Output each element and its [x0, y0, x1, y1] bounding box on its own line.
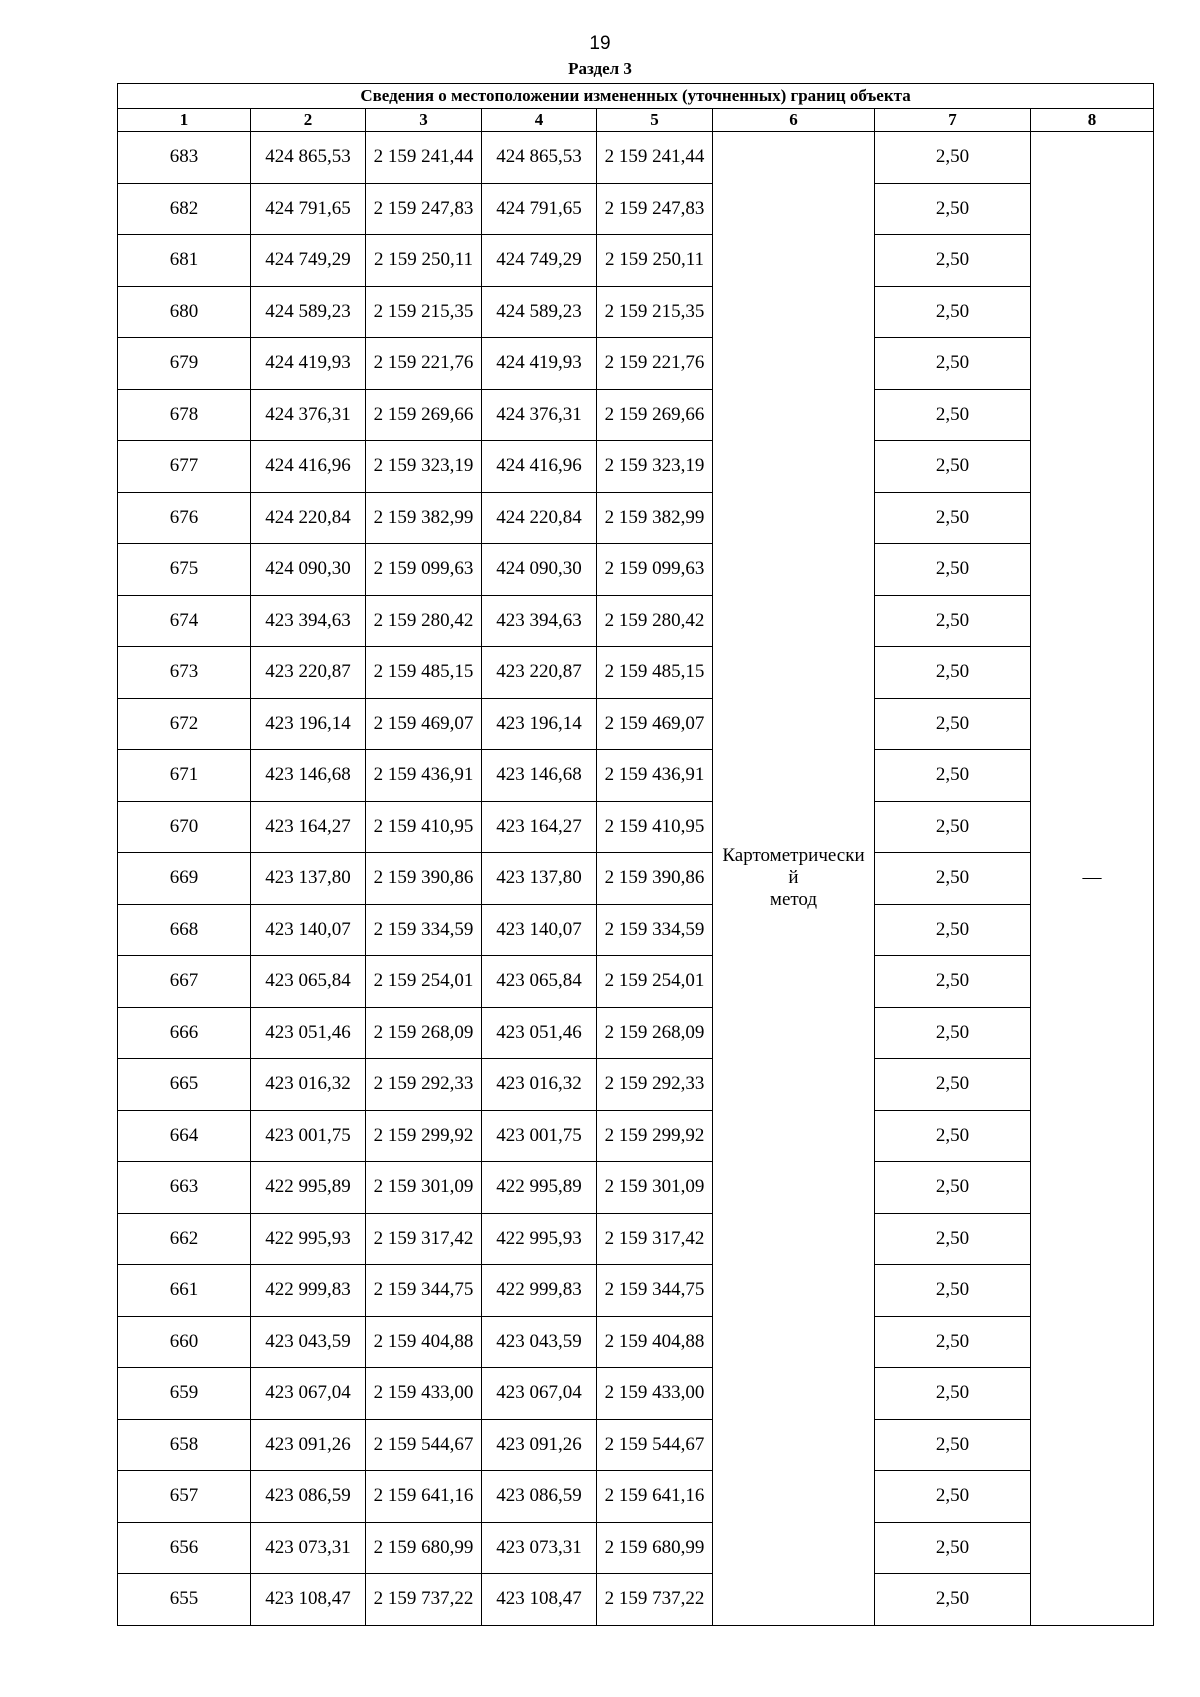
cell-y1: 2 159 641,16 [366, 1471, 482, 1523]
cell-x1: 422 995,89 [251, 1162, 366, 1214]
cell-m: 2,50 [875, 595, 1031, 647]
cell-y2: 2 159 344,75 [597, 1265, 713, 1317]
cell-x1: 423 140,07 [251, 904, 366, 956]
cell-x1: 423 001,75 [251, 1110, 366, 1162]
cell-m: 2,50 [875, 1471, 1031, 1523]
cell-y2: 2 159 269,66 [597, 389, 713, 441]
cell-m: 2,50 [875, 647, 1031, 699]
cell-y2: 2 159 254,01 [597, 956, 713, 1008]
cell-x2: 423 140,07 [482, 904, 597, 956]
table-row [118, 595, 1154, 647]
cell-n: 671 [118, 750, 251, 802]
cell-n: 667 [118, 956, 251, 1008]
page-number: 19 [589, 33, 611, 54]
cell-y1: 2 159 382,99 [366, 492, 482, 544]
cell-x1: 423 043,59 [251, 1316, 366, 1368]
cell-y1: 2 159 215,35 [366, 286, 482, 338]
col8-cell: — [1031, 132, 1154, 1626]
cell-m: 2,50 [875, 441, 1031, 493]
cell-y2: 2 159 301,09 [597, 1162, 713, 1214]
table-row [118, 1059, 1154, 1111]
cell-y1: 2 159 436,91 [366, 750, 482, 802]
cell-y2: 2 159 641,16 [597, 1471, 713, 1523]
table-row [118, 441, 1154, 493]
cell-y2: 2 159 680,99 [597, 1522, 713, 1574]
cell-x2: 423 001,75 [482, 1110, 597, 1162]
cell-m: 2,50 [875, 235, 1031, 287]
cell-n: 663 [118, 1162, 251, 1214]
cell-x1: 423 086,59 [251, 1471, 366, 1523]
cell-n: 682 [118, 183, 251, 235]
cell-n: 659 [118, 1368, 251, 1420]
cell-m: 2,50 [875, 183, 1031, 235]
cell-m: 2,50 [875, 698, 1031, 750]
cell-x2: 424 416,96 [482, 441, 597, 493]
table-row [118, 1471, 1154, 1523]
cell-m: 2,50 [875, 1110, 1031, 1162]
cell-x2: 423 065,84 [482, 956, 597, 1008]
cell-m: 2,50 [875, 904, 1031, 956]
cell-m: 2,50 [875, 1574, 1031, 1626]
cell-x1: 423 091,26 [251, 1419, 366, 1471]
cell-x2: 423 164,27 [482, 801, 597, 853]
cell-y1: 2 159 299,92 [366, 1110, 482, 1162]
cell-y1: 2 159 680,99 [366, 1522, 482, 1574]
cell-x2: 422 995,89 [482, 1162, 597, 1214]
column-number: 8 [1031, 109, 1154, 132]
cell-y1: 2 159 737,22 [366, 1574, 482, 1626]
cell-m: 2,50 [875, 1316, 1031, 1368]
cell-x1: 424 791,65 [251, 183, 366, 235]
cell-y2: 2 159 485,15 [597, 647, 713, 699]
cell-y1: 2 159 344,75 [366, 1265, 482, 1317]
cell-y1: 2 159 301,09 [366, 1162, 482, 1214]
cell-n: 675 [118, 544, 251, 596]
cell-m: 2,50 [875, 338, 1031, 390]
cell-y2: 2 159 334,59 [597, 904, 713, 956]
cell-x1: 424 220,84 [251, 492, 366, 544]
cell-x1: 423 196,14 [251, 698, 366, 750]
cell-m: 2,50 [875, 544, 1031, 596]
cell-n: 669 [118, 853, 251, 905]
cell-x1: 423 067,04 [251, 1368, 366, 1420]
cell-x1: 424 589,23 [251, 286, 366, 338]
coordinates-table [117, 83, 1154, 1626]
cell-y1: 2 159 250,11 [366, 235, 482, 287]
cell-m: 2,50 [875, 750, 1031, 802]
cell-y2: 2 159 280,42 [597, 595, 713, 647]
cell-y1: 2 159 099,63 [366, 544, 482, 596]
cell-y2: 2 159 247,83 [597, 183, 713, 235]
cell-n: 660 [118, 1316, 251, 1368]
table-row [118, 338, 1154, 390]
cell-x2: 424 749,29 [482, 235, 597, 287]
cell-y1: 2 159 404,88 [366, 1316, 482, 1368]
cell-y2: 2 159 250,11 [597, 235, 713, 287]
cell-x2: 423 073,31 [482, 1522, 597, 1574]
cell-m: 2,50 [875, 1419, 1031, 1471]
cell-m: 2,50 [875, 1213, 1031, 1265]
cell-x2: 422 999,83 [482, 1265, 597, 1317]
cell-y2: 2 159 404,88 [597, 1316, 713, 1368]
cell-x1: 423 394,63 [251, 595, 366, 647]
cell-x2: 424 419,93 [482, 338, 597, 390]
cell-x1: 423 016,32 [251, 1059, 366, 1111]
cell-y2: 2 159 099,63 [597, 544, 713, 596]
cell-x2: 424 220,84 [482, 492, 597, 544]
cell-x2: 423 043,59 [482, 1316, 597, 1368]
cell-m: 2,50 [875, 1162, 1031, 1214]
table-row [118, 389, 1154, 441]
cell-m: 2,50 [875, 492, 1031, 544]
cell-m: 2,50 [875, 1007, 1031, 1059]
cell-x1: 422 995,93 [251, 1213, 366, 1265]
cell-n: 665 [118, 1059, 251, 1111]
cell-y1: 2 159 269,66 [366, 389, 482, 441]
cell-y2: 2 159 410,95 [597, 801, 713, 853]
cell-x2: 423 196,14 [482, 698, 597, 750]
cell-y2: 2 159 436,91 [597, 750, 713, 802]
column-number: 7 [875, 109, 1031, 132]
cell-y1: 2 159 433,00 [366, 1368, 482, 1420]
cell-y1: 2 159 241,44 [366, 132, 482, 184]
table-row [118, 544, 1154, 596]
cell-y1: 2 159 410,95 [366, 801, 482, 853]
cell-m: 2,50 [875, 286, 1031, 338]
table-row [118, 492, 1154, 544]
cell-n: 678 [118, 389, 251, 441]
cell-m: 2,50 [875, 956, 1031, 1008]
cell-y1: 2 159 247,83 [366, 183, 482, 235]
cell-n: 656 [118, 1522, 251, 1574]
cell-m: 2,50 [875, 1522, 1031, 1574]
cell-x1: 423 073,31 [251, 1522, 366, 1574]
table-row [118, 801, 1154, 853]
cell-x1: 424 749,29 [251, 235, 366, 287]
table-caption: Сведения о местоположении измененных (уточненных) границ объекта [118, 84, 1154, 109]
cell-m: 2,50 [875, 853, 1031, 905]
cell-x2: 424 090,30 [482, 544, 597, 596]
table-row [118, 853, 1154, 905]
cell-y2: 2 159 221,76 [597, 338, 713, 390]
cell-y1: 2 159 280,42 [366, 595, 482, 647]
cell-x2: 424 791,65 [482, 183, 597, 235]
cell-x2: 423 086,59 [482, 1471, 597, 1523]
cell-y1: 2 159 469,07 [366, 698, 482, 750]
cell-y2: 2 159 241,44 [597, 132, 713, 184]
method-text-line: й [788, 867, 799, 889]
cell-y1: 2 159 317,42 [366, 1213, 482, 1265]
cell-x1: 423 108,47 [251, 1574, 366, 1626]
column-number-row [118, 109, 1154, 132]
cell-x1: 424 865,53 [251, 132, 366, 184]
table-row [118, 1522, 1154, 1574]
cell-x1: 423 065,84 [251, 956, 366, 1008]
cell-y2: 2 159 433,00 [597, 1368, 713, 1420]
column-number: 3 [366, 109, 482, 132]
table-row [118, 1574, 1154, 1626]
table-row [118, 698, 1154, 750]
cell-m: 2,50 [875, 1368, 1031, 1420]
column-number: 6 [713, 109, 875, 132]
cell-y2: 2 159 737,22 [597, 1574, 713, 1626]
cell-n: 666 [118, 1007, 251, 1059]
cell-n: 676 [118, 492, 251, 544]
cell-y2: 2 159 292,33 [597, 1059, 713, 1111]
cell-x1: 424 376,31 [251, 389, 366, 441]
column-number: 4 [482, 109, 597, 132]
column-number: 2 [251, 109, 366, 132]
cell-n: 677 [118, 441, 251, 493]
table-row [118, 1213, 1154, 1265]
cell-y1: 2 159 323,19 [366, 441, 482, 493]
cell-y1: 2 159 292,33 [366, 1059, 482, 1111]
method-cell [713, 132, 875, 1626]
cell-n: 655 [118, 1574, 251, 1626]
cell-x1: 424 090,30 [251, 544, 366, 596]
table-row [118, 286, 1154, 338]
method-text-line: метод [769, 889, 818, 911]
cell-y1: 2 159 221,76 [366, 338, 482, 390]
cell-y1: 2 159 485,15 [366, 647, 482, 699]
table-row [118, 132, 1154, 184]
cell-n: 661 [118, 1265, 251, 1317]
cell-x2: 423 146,68 [482, 750, 597, 802]
column-number: 5 [597, 109, 713, 132]
cell-m: 2,50 [875, 389, 1031, 441]
cell-m: 2,50 [875, 1059, 1031, 1111]
cell-n: 683 [118, 132, 251, 184]
cell-y2: 2 159 544,67 [597, 1419, 713, 1471]
cell-x1: 423 220,87 [251, 647, 366, 699]
cell-x2: 424 376,31 [482, 389, 597, 441]
cell-y1: 2 159 254,01 [366, 956, 482, 1008]
cell-x1: 423 164,27 [251, 801, 366, 853]
cell-y2: 2 159 390,86 [597, 853, 713, 905]
table-row [118, 1007, 1154, 1059]
cell-x2: 423 016,32 [482, 1059, 597, 1111]
section-title: Раздел 3 [568, 59, 632, 78]
cell-m: 2,50 [875, 132, 1031, 184]
cell-y2: 2 159 382,99 [597, 492, 713, 544]
cell-y2: 2 159 469,07 [597, 698, 713, 750]
cell-x2: 423 051,46 [482, 1007, 597, 1059]
cell-n: 680 [118, 286, 251, 338]
method-text-line: Картометрически [722, 845, 865, 867]
table-row [118, 1265, 1154, 1317]
cell-x1: 423 051,46 [251, 1007, 366, 1059]
table-row [118, 1368, 1154, 1420]
column-number: 1 [118, 109, 251, 132]
cell-y1: 2 159 334,59 [366, 904, 482, 956]
table-row [118, 1316, 1154, 1368]
cell-n: 674 [118, 595, 251, 647]
cell-n: 673 [118, 647, 251, 699]
cell-y2: 2 159 215,35 [597, 286, 713, 338]
cell-x1: 424 419,93 [251, 338, 366, 390]
cell-n: 672 [118, 698, 251, 750]
cell-x1: 424 416,96 [251, 441, 366, 493]
cell-x2: 424 589,23 [482, 286, 597, 338]
cell-m: 2,50 [875, 801, 1031, 853]
cell-m: 2,50 [875, 1265, 1031, 1317]
table-row [118, 750, 1154, 802]
cell-x2: 423 394,63 [482, 595, 597, 647]
cell-x2: 423 108,47 [482, 1574, 597, 1626]
cell-x2: 422 995,93 [482, 1213, 597, 1265]
table-row [118, 1419, 1154, 1471]
table-row [118, 235, 1154, 287]
cell-x2: 423 067,04 [482, 1368, 597, 1420]
table-row [118, 1162, 1154, 1214]
cell-n: 662 [118, 1213, 251, 1265]
cell-x2: 423 220,87 [482, 647, 597, 699]
cell-x1: 422 999,83 [251, 1265, 366, 1317]
cell-n: 657 [118, 1471, 251, 1523]
cell-x1: 423 137,80 [251, 853, 366, 905]
table-row [118, 904, 1154, 956]
cell-y1: 2 159 544,67 [366, 1419, 482, 1471]
table-row [118, 956, 1154, 1008]
table-row [118, 647, 1154, 699]
cell-x2: 423 137,80 [482, 853, 597, 905]
cell-y2: 2 159 299,92 [597, 1110, 713, 1162]
table-row [118, 183, 1154, 235]
cell-y2: 2 159 268,09 [597, 1007, 713, 1059]
cell-n: 658 [118, 1419, 251, 1471]
cell-n: 679 [118, 338, 251, 390]
cell-n: 670 [118, 801, 251, 853]
cell-n: 668 [118, 904, 251, 956]
cell-n: 681 [118, 235, 251, 287]
cell-x2: 424 865,53 [482, 132, 597, 184]
cell-y2: 2 159 317,42 [597, 1213, 713, 1265]
cell-n: 664 [118, 1110, 251, 1162]
cell-x1: 423 146,68 [251, 750, 366, 802]
cell-y2: 2 159 323,19 [597, 441, 713, 493]
table-row [118, 1110, 1154, 1162]
table-body [118, 132, 1154, 1626]
cell-y1: 2 159 390,86 [366, 853, 482, 905]
cell-y1: 2 159 268,09 [366, 1007, 482, 1059]
cell-x2: 423 091,26 [482, 1419, 597, 1471]
